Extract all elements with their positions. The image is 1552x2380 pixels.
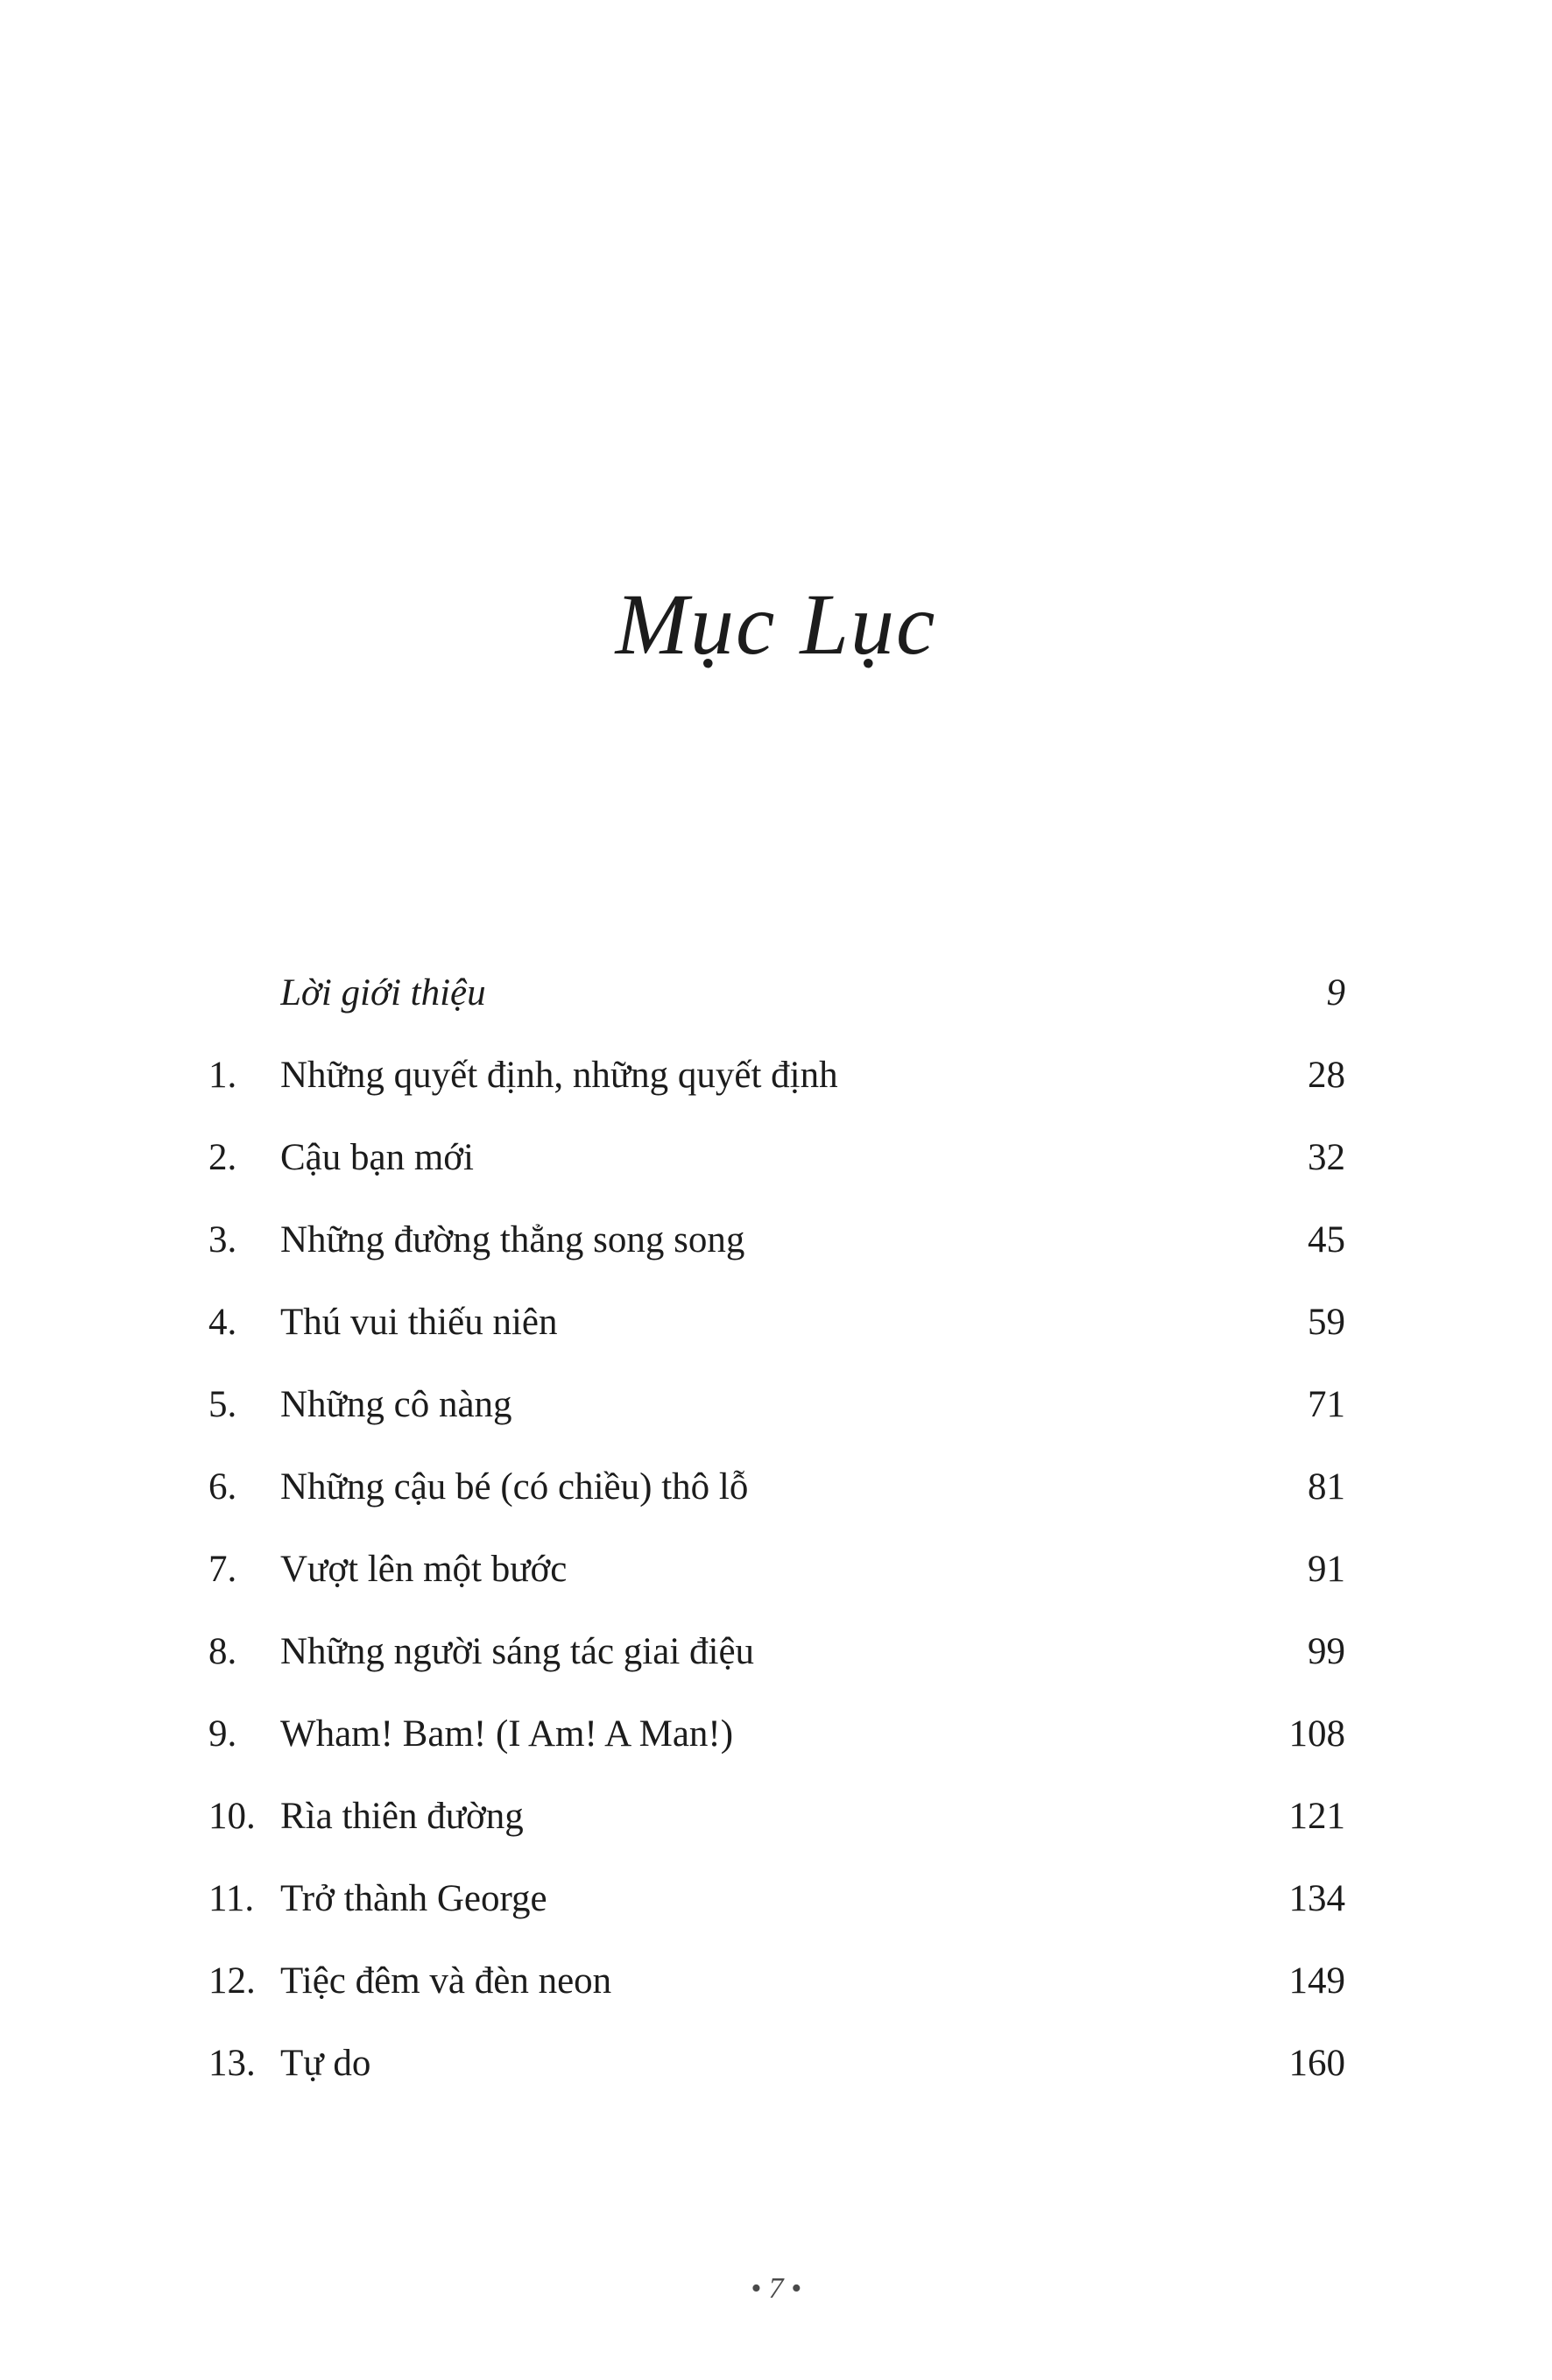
toc-row bbox=[208, 2043, 1345, 2125]
toc-row bbox=[208, 1878, 1345, 1960]
toc-list bbox=[208, 972, 1345, 2125]
toc-row bbox=[208, 972, 1345, 1055]
toc-entry-title: Lời giới thiệu bbox=[280, 972, 486, 1013]
toc-entry-title: Tự do bbox=[280, 2043, 371, 2084]
toc-entry-number: 2. bbox=[208, 1137, 237, 1178]
toc-entry-page: 121 bbox=[1288, 1796, 1345, 1837]
toc-row bbox=[208, 1466, 1345, 1549]
toc-row bbox=[208, 1137, 1345, 1219]
toc-row bbox=[208, 1055, 1345, 1137]
toc-entry-number: 8. bbox=[208, 1631, 237, 1672]
toc-entry-page: 81 bbox=[1308, 1466, 1345, 1508]
toc-row bbox=[208, 1549, 1345, 1631]
toc-row bbox=[208, 1302, 1345, 1384]
toc-entry-page: 108 bbox=[1288, 1713, 1345, 1755]
toc-entry-number: 7. bbox=[208, 1549, 237, 1590]
toc-entry-title: Vượt lên một bước bbox=[280, 1549, 568, 1590]
toc-entry-title: Rìa thiên đường bbox=[280, 1796, 524, 1837]
page-title: Mục Lục bbox=[615, 576, 937, 673]
toc-entry-page: 9 bbox=[1326, 972, 1345, 1013]
toc-row bbox=[208, 1796, 1345, 1878]
toc-entry-title: Cậu bạn mới bbox=[280, 1137, 474, 1178]
toc-entry-title: Những cậu bé (có chiều) thô lỗ bbox=[280, 1466, 749, 1508]
toc-entry-page: 71 bbox=[1308, 1384, 1345, 1425]
toc-row bbox=[208, 1713, 1345, 1796]
toc-entry-title: Những đường thẳng song song bbox=[280, 1219, 745, 1261]
toc-entry-page: 160 bbox=[1288, 2043, 1345, 2084]
toc-entry-number: 4. bbox=[208, 1302, 237, 1343]
toc-entry-number: 11. bbox=[208, 1878, 255, 1919]
toc-entry-page: 45 bbox=[1308, 1219, 1345, 1261]
toc-entry-number: 10. bbox=[208, 1796, 256, 1837]
toc-entry-page: 149 bbox=[1288, 1960, 1345, 2002]
toc-entry-title: Những cô nàng bbox=[280, 1384, 512, 1425]
toc-entry-title: Trở thành George bbox=[280, 1878, 547, 1919]
toc-entry-page: 59 bbox=[1308, 1302, 1345, 1343]
toc-entry-page: 28 bbox=[1308, 1055, 1345, 1096]
toc-entry-page: 32 bbox=[1308, 1137, 1345, 1178]
toc-entry-title: Những người sáng tác giai điệu bbox=[280, 1631, 755, 1672]
page-number-footer: • 7 • bbox=[751, 2272, 801, 2305]
toc-entry-number: 5. bbox=[208, 1384, 237, 1425]
toc-entry-number: 3. bbox=[208, 1219, 237, 1261]
toc-entry-number: 9. bbox=[208, 1713, 237, 1755]
toc-entry-page: 134 bbox=[1288, 1878, 1345, 1919]
toc-entry-page: 91 bbox=[1308, 1549, 1345, 1590]
toc-entry-title: Những quyết định, những quyết định bbox=[280, 1055, 838, 1096]
toc-row bbox=[208, 1960, 1345, 2043]
toc-entry-number: 13. bbox=[208, 2043, 256, 2084]
toc-row bbox=[208, 1219, 1345, 1302]
toc-entry-title: Tiệc đêm và đèn neon bbox=[280, 1960, 612, 2002]
toc-entry-page: 99 bbox=[1308, 1631, 1345, 1672]
toc-entry-title: Wham! Bam! (I Am! A Man!) bbox=[280, 1713, 734, 1755]
toc-entry-title: Thú vui thiếu niên bbox=[280, 1302, 558, 1343]
toc-row bbox=[208, 1631, 1345, 1713]
toc-entry-number: 1. bbox=[208, 1055, 237, 1096]
toc-entry-number: 6. bbox=[208, 1466, 237, 1508]
toc-entry-number: 12. bbox=[208, 1960, 256, 2002]
toc-row bbox=[208, 1384, 1345, 1466]
